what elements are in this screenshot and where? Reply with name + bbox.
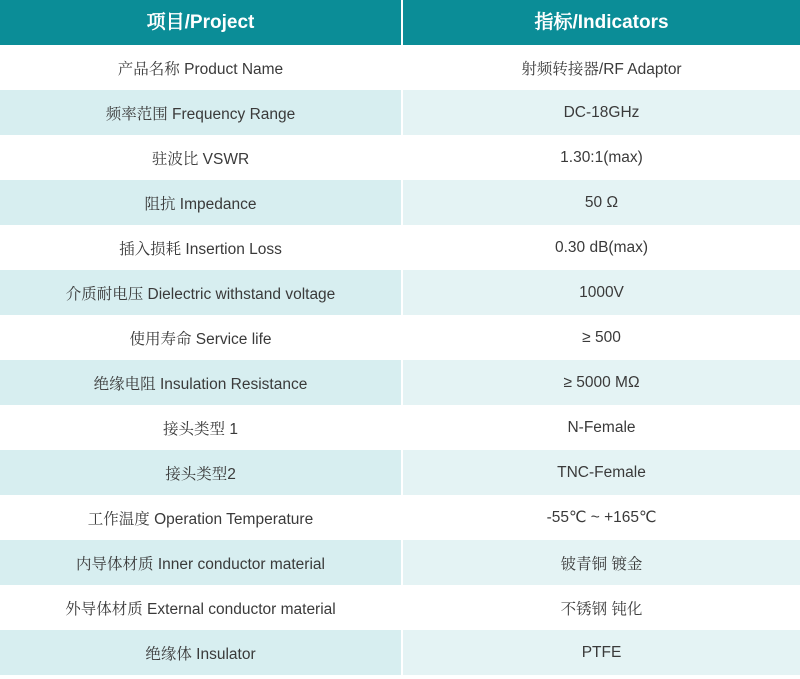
cell-project: 产品名称 Product Name	[0, 45, 402, 90]
cell-project: 频率范围 Frequency Range	[0, 90, 402, 135]
table-row	[0, 495, 800, 540]
cell-indicator: 1000V	[402, 270, 800, 315]
cell-project: 绝缘电阻 Insulation Resistance	[0, 360, 402, 405]
cell-indicator: 1.30:1(max)	[402, 135, 800, 180]
cell-indicator: 铍青铜 镀金	[402, 540, 800, 585]
cell-project: 驻波比 VSWR	[0, 135, 402, 180]
cell-indicator: 0.30 dB(max)	[402, 225, 800, 270]
cell-project: 接头类型2	[0, 450, 402, 495]
cell-indicator: 不锈钢 钝化	[402, 585, 800, 630]
table-row	[0, 630, 800, 675]
cell-project: 使用寿命 Service life	[0, 315, 402, 360]
table-row	[0, 225, 800, 270]
cell-indicator: -55℃ ~ +165℃	[402, 495, 800, 540]
table-row	[0, 315, 800, 360]
table-row	[0, 135, 800, 180]
table-row	[0, 360, 800, 405]
cell-indicator: 射频转接器/RF Adaptor	[402, 45, 800, 90]
table-row	[0, 405, 800, 450]
cell-indicator: PTFE	[402, 630, 800, 675]
table-row	[0, 540, 800, 585]
cell-indicator: ≥ 500	[402, 315, 800, 360]
cell-indicator: DC-18GHz	[402, 90, 800, 135]
cell-project: 介质耐电压 Dielectric withstand voltage	[0, 270, 402, 315]
table-header-row	[0, 0, 800, 45]
table-row	[0, 180, 800, 225]
column-header-indicator: 指标/Indicators	[402, 0, 800, 45]
cell-indicator: TNC-Female	[402, 450, 800, 495]
table-header	[0, 0, 800, 45]
cell-project: 阻抗 Impedance	[0, 180, 402, 225]
cell-project: 内导体材质 Inner conductor material	[0, 540, 402, 585]
table-row	[0, 270, 800, 315]
cell-indicator: 50 Ω	[402, 180, 800, 225]
column-header-project: 项目/Project	[0, 0, 402, 45]
cell-project: 外导体材质 External conductor material	[0, 585, 402, 630]
cell-project: 工作温度 Operation Temperature	[0, 495, 402, 540]
table-body	[0, 45, 800, 675]
cell-project: 绝缘体 Insulator	[0, 630, 402, 675]
table-row	[0, 90, 800, 135]
cell-indicator: ≥ 5000 MΩ	[402, 360, 800, 405]
cell-indicator: N-Female	[402, 405, 800, 450]
table-row	[0, 450, 800, 495]
cell-project: 插入损耗 Insertion Loss	[0, 225, 402, 270]
table-row	[0, 585, 800, 630]
cell-project: 接头类型 1	[0, 405, 402, 450]
table-row	[0, 45, 800, 90]
